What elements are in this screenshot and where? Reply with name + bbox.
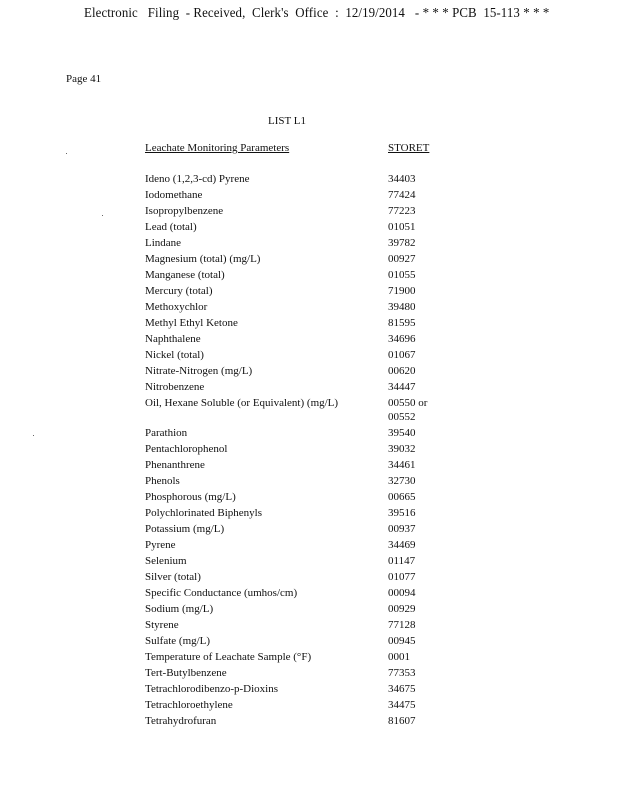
- list-item: [145, 188, 475, 204]
- list-item: [145, 252, 475, 268]
- page-number: Page 41: [66, 73, 102, 85]
- parameter-name: Pentachlorophenol: [145, 443, 228, 455]
- parameter-column-header: Leachate Monitoring Parameters: [145, 142, 290, 154]
- parameter-name: Polychlorinated Biphenyls: [145, 507, 263, 519]
- storet-code: 34675: [388, 683, 416, 695]
- parameter-list: [145, 172, 475, 730]
- parameter-name: Sulfate (mg/L): [145, 635, 211, 647]
- parameter-name: Oil, Hexane Soluble (or Equivalent) (mg/L): [145, 397, 339, 409]
- parameter-name: Tetrahydrofuran: [145, 715, 217, 727]
- list-item: [145, 396, 475, 426]
- parameter-name: Isopropylbenzene: [145, 205, 224, 217]
- parameter-name: Ideno (1,2,3-cd) Pyrene: [145, 173, 250, 185]
- list-item: [145, 284, 475, 300]
- list-item: [145, 364, 475, 380]
- filing-header: Electronic Filing - Received, Clerk's Office : 12/19/2014 - * * * PCB 15-113 * * *: [84, 6, 550, 21]
- storet-code: 00665: [388, 491, 416, 503]
- storet-code: 39032: [388, 443, 416, 455]
- list-item: [145, 570, 475, 586]
- storet-code: 01051: [388, 221, 416, 233]
- list-item: [145, 490, 475, 506]
- scan-speck: [33, 435, 34, 436]
- parameter-name: Phenols: [145, 475, 180, 487]
- parameter-name: Temperature of Leachate Sample (°F): [145, 651, 312, 663]
- list-item: [145, 332, 475, 348]
- list-item: [145, 474, 475, 490]
- parameter-name: Nitrate-Nitrogen (mg/L): [145, 365, 253, 377]
- list-item: [145, 538, 475, 554]
- list-item: [145, 380, 475, 396]
- parameter-name: Nickel (total): [145, 349, 204, 361]
- list-item: [145, 220, 475, 236]
- parameter-name: Potassium (mg/L): [145, 523, 225, 535]
- parameter-name: Tetrachloroethylene: [145, 699, 233, 711]
- parameter-name: Magnesium (total) (mg/L): [145, 253, 261, 265]
- list-item: [145, 458, 475, 474]
- list-title: LIST L1: [268, 115, 306, 127]
- parameter-name: Iodomethane: [145, 189, 203, 201]
- list-item: [145, 236, 475, 252]
- list-item: [145, 602, 475, 618]
- storet-column-header: STORET: [388, 142, 430, 154]
- storet-code: 81595: [388, 317, 416, 329]
- list-item: [145, 618, 475, 634]
- storet-code: 00937: [388, 523, 416, 535]
- list-item: [145, 714, 475, 730]
- list-item: [145, 522, 475, 538]
- list-item: [145, 554, 475, 570]
- storet-code: 00094: [388, 587, 416, 599]
- storet-code: 77353: [388, 667, 416, 679]
- list-item: [145, 698, 475, 714]
- list-item: [145, 666, 475, 682]
- storet-code: 34469: [388, 539, 416, 551]
- parameter-name: Mercury (total): [145, 285, 213, 297]
- storet-code: 71900: [388, 285, 416, 297]
- list-item: [145, 634, 475, 650]
- storet-code: 00927: [388, 253, 416, 265]
- storet-code: 34403: [388, 173, 416, 185]
- parameter-name: Naphthalene: [145, 333, 201, 345]
- storet-code: 01147: [388, 555, 416, 567]
- list-item: [145, 426, 475, 442]
- list-item: [145, 300, 475, 316]
- storet-code: 34461: [388, 459, 416, 471]
- parameter-name: Manganese (total): [145, 269, 225, 281]
- parameter-name: Nitrobenzene: [145, 381, 205, 393]
- storet-code: 00945: [388, 635, 416, 647]
- storet-code: 77128: [388, 619, 416, 631]
- list-item: [145, 268, 475, 284]
- parameter-name: Selenium: [145, 555, 187, 567]
- list-item: [145, 586, 475, 602]
- storet-code: 32730: [388, 475, 416, 487]
- storet-code: 34475: [388, 699, 416, 711]
- storet-code: 00620: [388, 365, 416, 377]
- scan-speck: [66, 153, 67, 154]
- parameter-name: Methyl Ethyl Ketone: [145, 317, 238, 329]
- list-item: [145, 316, 475, 332]
- storet-code: 77424: [388, 189, 416, 201]
- parameter-name: Tert-Butylbenzene: [145, 667, 227, 679]
- list-item: [145, 650, 475, 666]
- parameter-name: Lindane: [145, 237, 182, 249]
- list-item: [145, 204, 475, 220]
- storet-code: 39782: [388, 237, 416, 249]
- storet-code: 39516: [388, 507, 416, 519]
- storet-code: 01067: [388, 349, 416, 361]
- parameter-name: Lead (total): [145, 221, 197, 233]
- parameter-name: Tetrachlorodibenzo-p-Dioxins: [145, 683, 279, 695]
- storet-code: 77223: [388, 205, 416, 217]
- list-item: [145, 348, 475, 364]
- parameter-name: Parathion: [145, 427, 188, 439]
- storet-code: 00550 or 00552: [388, 397, 428, 423]
- storet-code: 0001: [388, 651, 410, 663]
- storet-code: 01077: [388, 571, 416, 583]
- parameter-name: Phenanthrene: [145, 459, 205, 471]
- list-item: [145, 682, 475, 698]
- list-item: [145, 442, 475, 458]
- storet-code: 39480: [388, 301, 416, 313]
- parameter-name: Specific Conductance (umhos/cm): [145, 587, 298, 599]
- storet-code: 81607: [388, 715, 416, 727]
- scan-speck: [102, 215, 103, 216]
- parameter-name: Styrene: [145, 619, 179, 631]
- parameter-name: Phosphorous (mg/L): [145, 491, 236, 503]
- storet-code: 34696: [388, 333, 416, 345]
- storet-code: 01055: [388, 269, 416, 281]
- parameter-name: Methoxychlor: [145, 301, 208, 313]
- parameter-name: Sodium (mg/L): [145, 603, 214, 615]
- list-item: [145, 172, 475, 188]
- storet-code: 34447: [388, 381, 416, 393]
- parameter-name: Pyrene: [145, 539, 176, 551]
- storet-code: 39540: [388, 427, 416, 439]
- list-item: [145, 506, 475, 522]
- parameter-name: Silver (total): [145, 571, 201, 583]
- storet-code: 00929: [388, 603, 416, 615]
